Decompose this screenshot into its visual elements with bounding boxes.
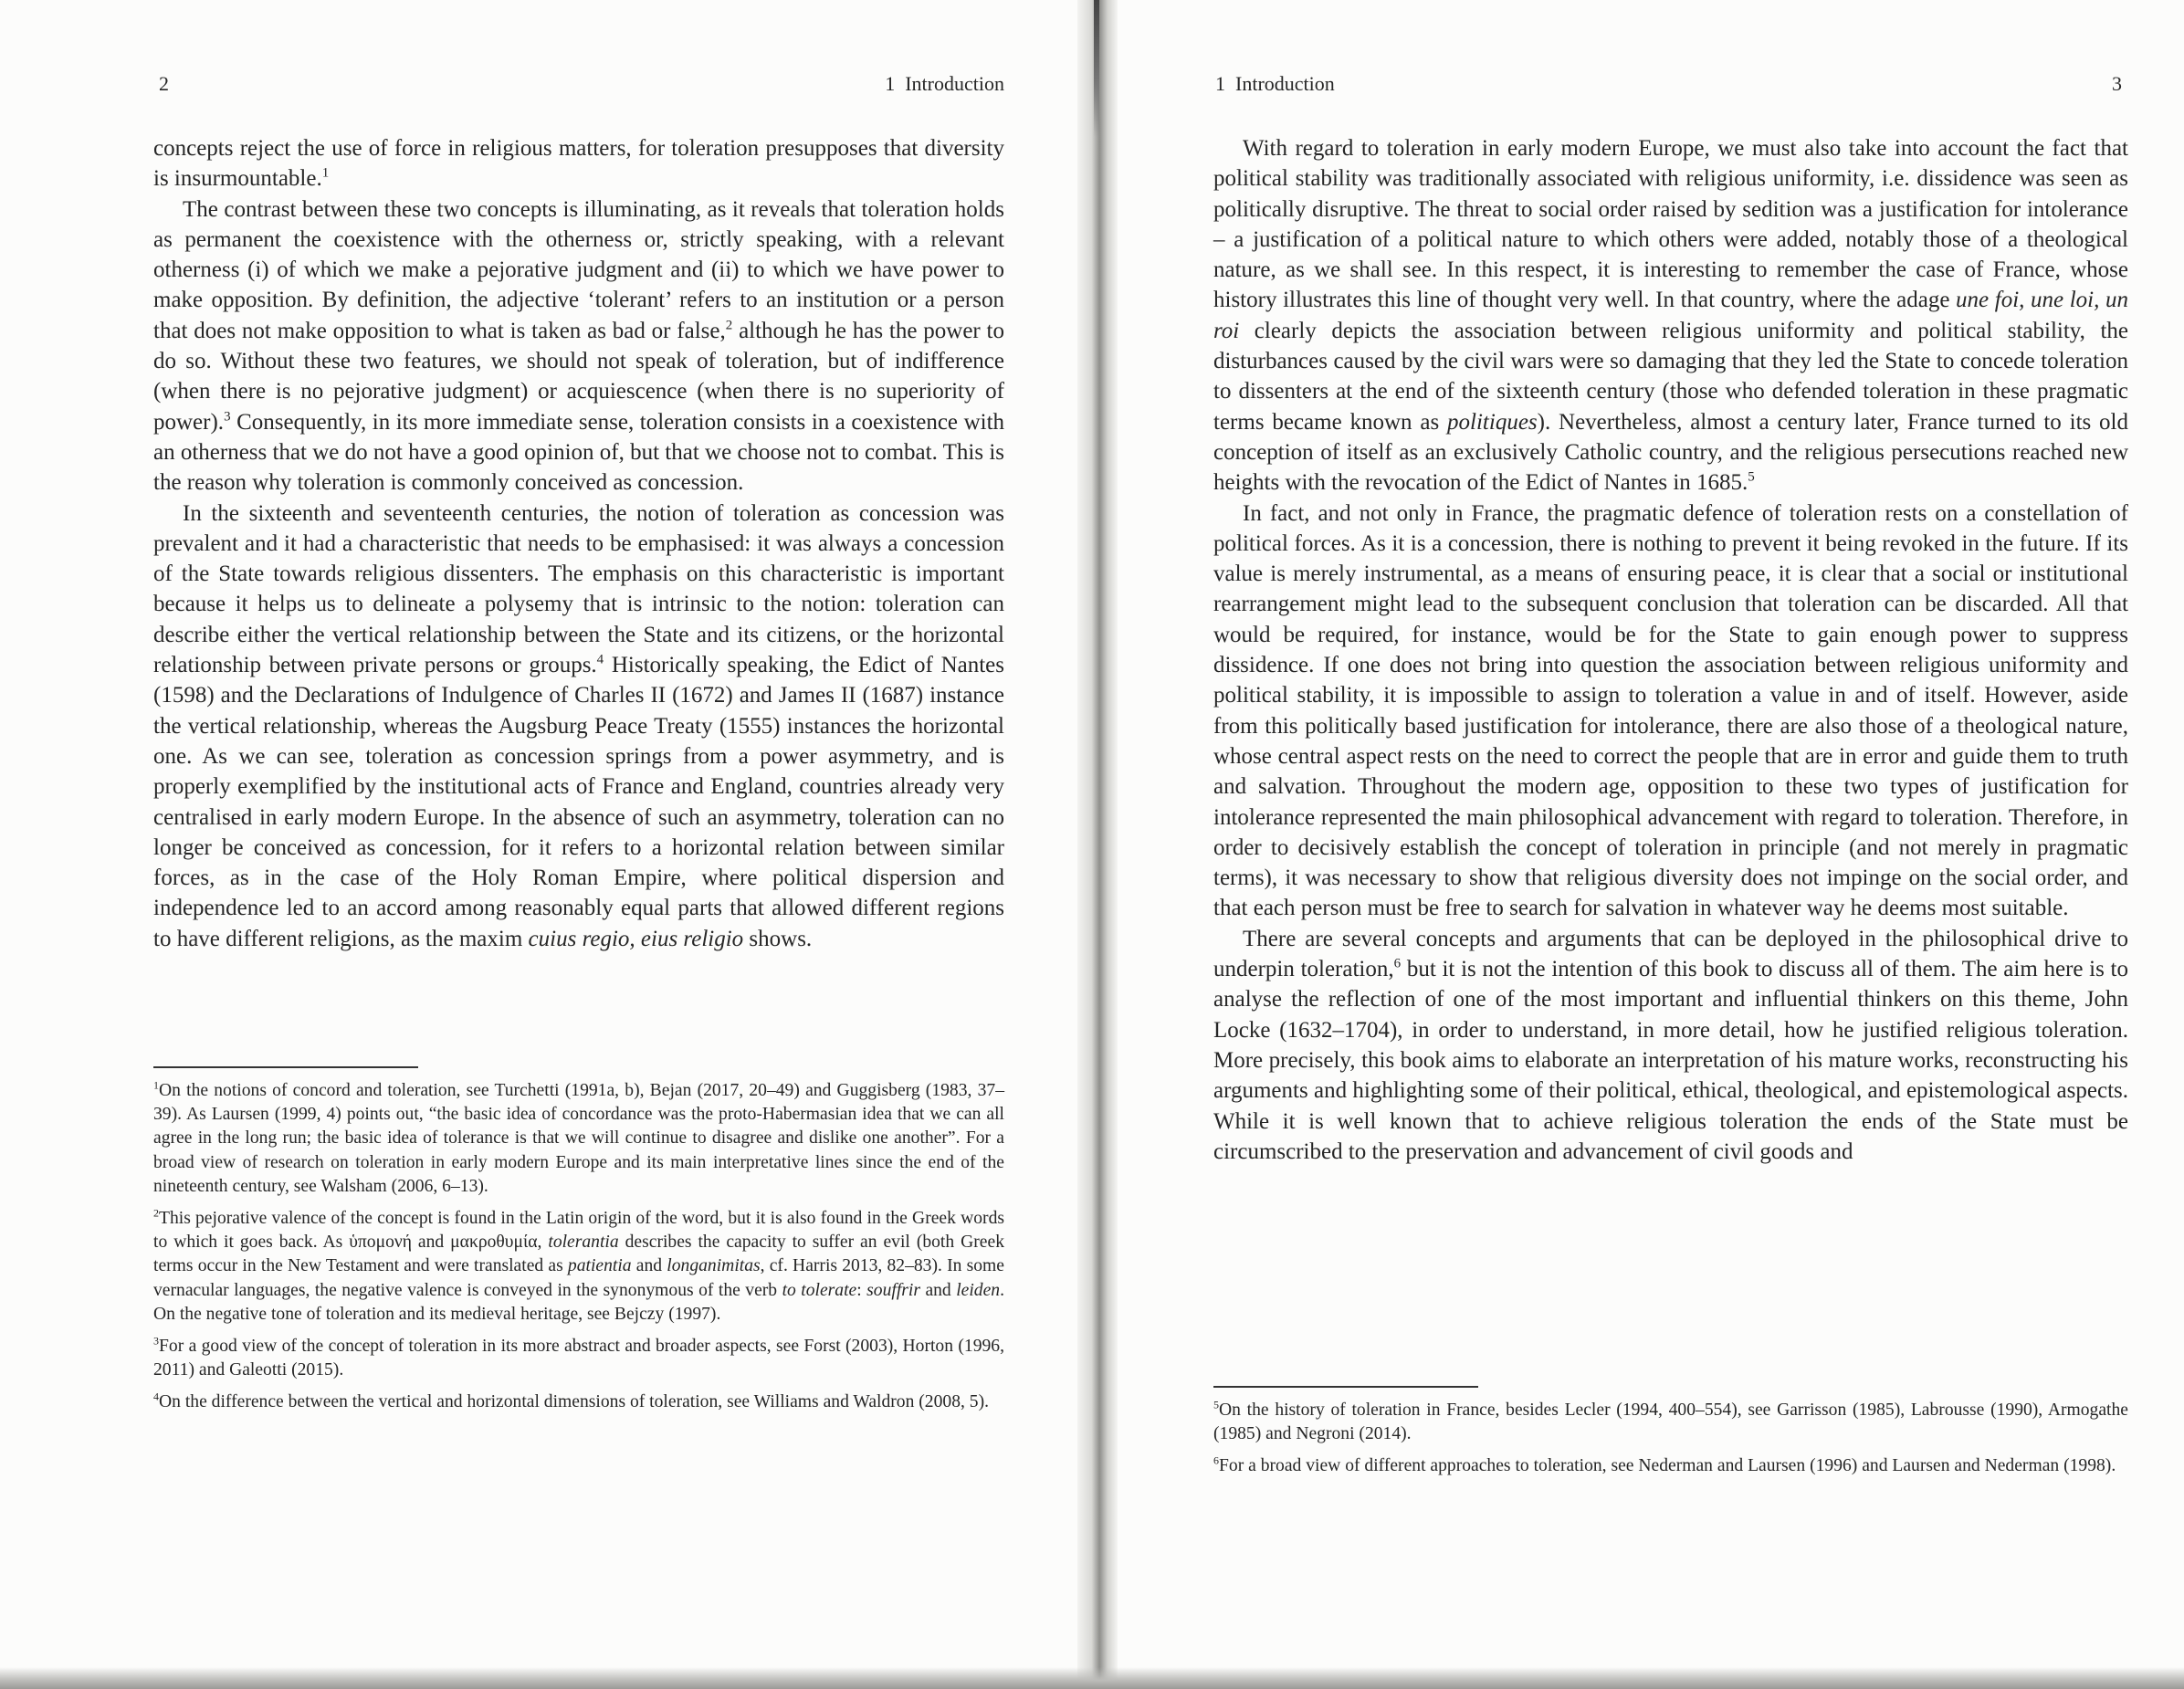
page-number: 2	[159, 72, 169, 95]
running-head: 1 Introduction	[885, 72, 1004, 95]
footnote-rule	[1213, 1386, 1478, 1388]
footnote: $^3$For a good view of the concept of toleration in its more abstract and broader aspects, see Forst (2003), Horton (1996, 2011) and Galeotti (2015).	[153, 1334, 1004, 1380]
note-mark: 6	[1393, 956, 1402, 971]
footnote-rule	[153, 1066, 418, 1068]
paragraph: concepts reject the use of force in religious matters, for toleration presupposes that diversity is insurmountable.$^1$	[153, 136, 1004, 192]
footnote: $^2$This pejorative valence of the concept is found in the Latin origin of the word, but it is also found in the Greek words to which it goes back. As ὑπομονή and μακροθυμία, tolerantia describes the capacity to suffer an evil (both Greek terms occur in the New Testament and were translated as patientia and longanimitas, cf. Harris 2013, 82–83). In some vernacular languages, the negative valence is conveyed in the synonymous of the verb to tolerate: souffrir and leiden. On the negative tone of toleration and its medieval heritage, see Bejczy (1997).	[153, 1206, 1004, 1324]
left-page	[0, 0, 1087, 1689]
bottom-edge-shadow	[0, 1667, 2184, 1689]
running-head: 1 Introduction	[1215, 72, 1335, 95]
paragraph: With regard to toleration in early modern Europe, we must also take into account the fact that political stability was traditionally associated with religious uniformity, i.e. dissidence was seen as politically disruptive. The threat to social order raised by sedition was a justification for intolerance – a justification of a political nature to which others were added, notably those of a theological nature, as we shall see. In this respect, it is interesting to remember the case of France, whose history illustrates this line of thought very well. In that country, where the adage une foi, une loi, un roi clearly depicts the association between religious uniformity and political stability, the disturbances caused by the civil wars were so damaging that they led the State to concede toleration to dissenters at the end of the sixteenth century (those who defended toleration in these pragmatic terms became known as politiques). Nevertheless, almost a century later, France turned to its old conception of itself as an exclusively Catholic country, and the religious persecutions reached new heights with the revocation of the Edict of Nantes in 1685.$^5$	[1213, 136, 2129, 496]
footnote: $^5$On the history of toleration in France, besides Lecler (1994, 400–554), see Garrisson (1985), Labrousse (1990), Armogathe (1985) and Negroni (2014).	[1213, 1398, 2128, 1444]
body-text	[153, 133, 1004, 954]
note-mark: 2	[725, 318, 733, 333]
paragraph: In the sixteenth and seventeenth centuries, the notion of toleration as concession was prevalent and it had a characteristic that needs to be emphasised: it was always a concession of the State towards religious dissenters. The emphasis on this characteristic is important because it helps us to delineate a polysemy that is intrinsic to the notion: toleration can describe either the vertical relationship between the State and its citizens, or the horizontal relationship between private persons or groups.$^4$ Historically speaking, the Edict of Nantes (1598) and the Declarations of Indulgence of Charles II (1672) and James II (1687) instance the vertical relationship, whereas the Augsburg Peace Treaty (1555) instances the horizontal one. As we can see, toleration as concession springs from a power asymmetry, and is properly exemplified by the institutional acts of France and England, countries already very centralised in early modern Europe. In the absence of such an asymmetry, toleration can no longer be conceived as concession, for it refers to a horizontal relation between similar forces, as in the case of the Holy Roman Empire, where political dispersion and independence led to an accord among reasonably equal parts that allowed different regions to have different religions, as the maxim cuius regio, eius religio shows.	[153, 500, 1004, 951]
note-mark: 5	[1748, 469, 1755, 485]
paragraph: In fact, and not only in France, the pragmatic defence of toleration rests on a constellation of political forces. As it is a concession, there is nothing to prevent it being revoked in the future. If its value is merely instrumental, as a means of ensuring peace, it is clear that a social or institutional rearrangement might lead to the subsequent conclusion that toleration can be discarded. All that would be required, for instance, would be for the State to gain enough power to suppress dissidence. If one does not bring into question the association between religious uniformity and political stability, it is impossible to assign to toleration a value in and of itself. However, aside from this politically based justification for intolerance, there are also those of a theological nature, whose central aspect rests on the need to correct the people that are in error and guide them to truth and salvation. Throughout the modern age, opposition to these two types of justification for intolerance represented the main philosophical advancement with regard to toleration. Therefore, in order to decisively establish the concept of toleration in principle (and not merely in pragmatic terms), it was necessary to show that religious diversity does not impinge on the social order, and that each person must be free to search for salvation in whatever way he deems most suitable.	[1213, 500, 2128, 921]
footnote: $^4$On the difference between the vertical and horizontal dimensions of toleration, see Williams and Waldron (2008, 5).	[153, 1390, 990, 1412]
paragraph: The contrast between these two concepts is illuminating, as it reveals that toleration holds as permanent the coexistence with the otherness or, strictly speaking, with a relevant otherness (i) of which we make a pejorative judgment and (ii) to which we have power to make opposition. By definition, the adjective ‘tolerant’ refers to an institution or a person that does not make opposition to what is taken as bad or false,$^2$ although he has the power to do so. Without these two features, we should not speak of toleration, but of indifference (when there is no pejorative judgment) or acquiescence (when there is no superiority of power).$^3$ Consequently, in its more immediate sense, toleration consists in a coexistence with an otherness that we do not have a good opinion of, but that we choose not to combat. This is the reason why toleration is commonly conceived as concession.	[153, 196, 1005, 496]
book-gutter	[1077, 0, 1118, 1689]
footnotes	[153, 1066, 1004, 1423]
body-text	[1213, 133, 2128, 1167]
note-mark: 3	[224, 409, 231, 425]
paragraph: There are several concepts and arguments that can be deployed in the philosophical drive to underpin toleration,$^6$ but it is not the intention of this book to discuss all of them. The aim here is to analyse the reflection of one of the most important and influential thinkers on this theme, John Locke (1632–1704), in order to understand, in more detail, how he justified religious toleration. More precisely, this book aims to elaborate an interpretation of his mature works, reconstructing his arguments and highlighting some of their political, ethical, theological, and epistemological aspects. While it is well known that to achieve religious toleration the ends of the State must be circumscribed to the preservation and advancement of civil goods and	[1213, 926, 2129, 1164]
note-mark: 4	[596, 652, 604, 667]
footnote: $^1$On the notions of concord and toleration, see Turchetti (1991a, b), Bejan (2017, 20–49) and Guggisberg (1983, 37–39). As Laursen (1999, 4) points out, “the basic idea of concordance was the proto-Habermasian idea that we can all agree in the long run; the basic idea of tolerance is that we will continue to disagree and dislike one another”. For a broad view of research on toleration in early modern Europe and its main interpretative lines since the end of the nineteenth century, see Walsham (2006, 6–13).	[153, 1078, 1004, 1196]
footnote: $^6$For a broad view of different approaches to toleration, see Nederman and Laursen (1996) and Laursen and Nederman (1998).	[1213, 1453, 2116, 1476]
gutter-shadow	[1094, 0, 1099, 137]
page-number: 3	[2112, 72, 2122, 95]
right-page	[1108, 0, 2184, 1689]
note-mark: 1	[321, 165, 330, 181]
footnotes	[1213, 1386, 2128, 1487]
